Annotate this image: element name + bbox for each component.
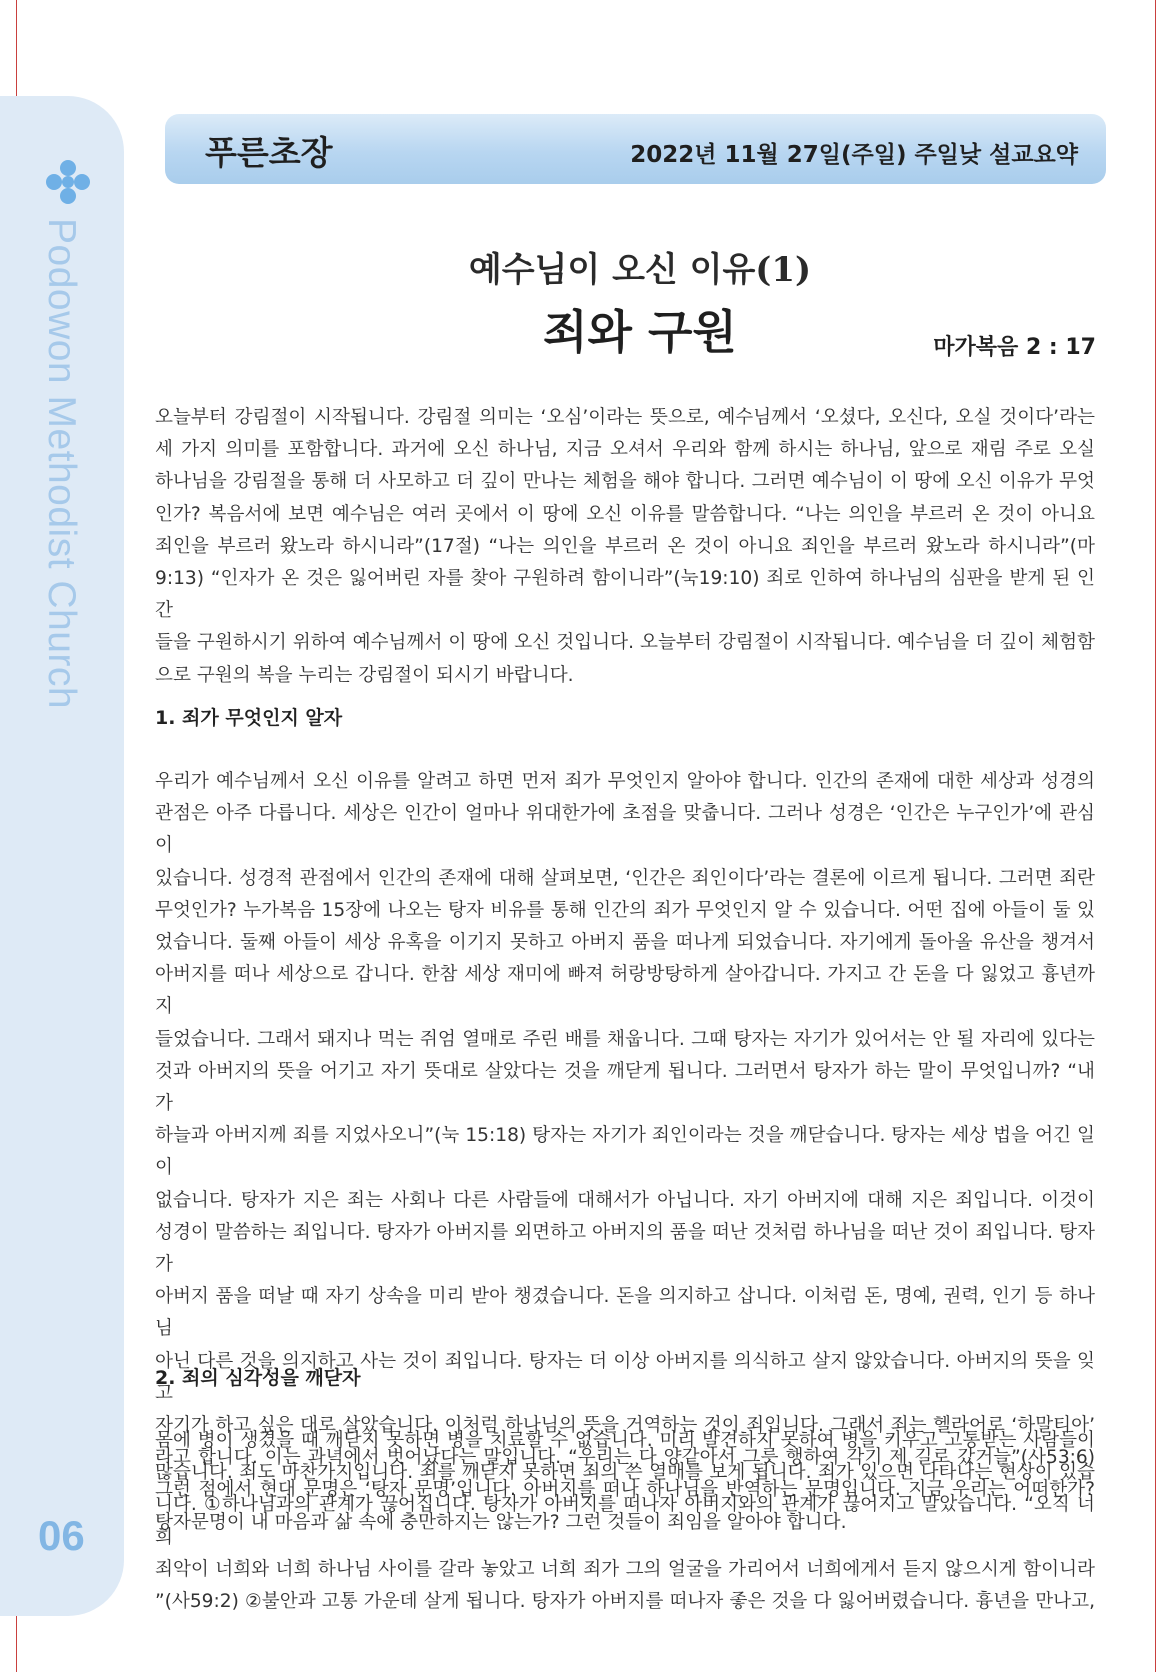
text-line: 무엇인가? 누가복음 15장에 나오는 탕자 비유를 통해 인간의 죄가 무엇인지 알 수 있습니다. 어떤 집에 아들이 둘 있 (155, 899, 1095, 921)
text-line: 하늘과 아버지께 죄를 지었사오니”(눅 15:18) 탕자는 자기가 죄인이라는 것을 깨닫습니다. 탕자는 세상 법을 어긴 일이 (155, 1125, 1095, 1179)
section-heading-1-wrap (155, 703, 1095, 730)
church-name-vertical: Podowon Methodist Church (40, 218, 83, 710)
sermon-date: 2022년 11월 27일(주일) 주일낮 설교요약 (630, 142, 1078, 168)
text-line: 니다. ①하나님과의 관계가 끊어집니다. 탕자가 아버지를 떠나자 아버지와의 관계가 끊어지고 말았습니다. “오직 너희 (155, 1494, 1095, 1548)
cross-flower-logo-icon (44, 158, 92, 206)
text-line: 많습니다. 죄도 마찬가지입니다. 죄를 깨닫지 못하면 죄의 쓴 열매를 보게 됩니다. 죄가 있으면 나타나는 현상이 있습 (155, 1462, 1095, 1484)
text-line: 인가? 복음서에 보면 예수님은 여러 곳에서 이 땅에 오신 이유를 말씀합니다. “나는 의인을 부르러 온 것이 아니요 (155, 503, 1095, 525)
text-line: 탕자문명이 내 마음과 삶 속에 충만하지는 않는가? 그런 것들이 죄임을 알아야 합니다. (155, 1511, 847, 1533)
text-line: 것과 아버지의 뜻을 어기고 자기 뜻대로 살았다는 것을 깨닫게 됩니다. 그러면서 탕자가 하는 말이 무엇입니까? “내가 (155, 1060, 1095, 1115)
text-line: 성경이 말씀하는 죄입니다. 탕자가 아버지를 외면하고 아버지의 품을 떠난 것처럼 하나님을 떠난 것이 죄입니다. 탕자가 (155, 1221, 1095, 1276)
section2-paragraph (155, 1425, 1095, 1618)
text-line: 었습니다. 둘째 아들이 세상 유혹을 이기지 못하고 아버지 품을 떠나게 되었습니다. 자기에게 돌아올 유산을 챙겨서 (155, 932, 1095, 954)
text-line: 없습니다. 탕자가 지은 죄는 사회나 다른 사람들에 대해서가 아닙니다. 자기 아버지에 대해 지은 죄입니다. 이것이 (155, 1189, 1095, 1211)
sermon-title: 예수님이 오신 이유(1) (468, 250, 812, 290)
text-line: 들었습니다. 그래서 돼지나 먹는 쥐엄 열매로 주린 배를 채웁니다. 그때 탕자는 자기가 있어서는 안 될 자리에 있다는 (155, 1028, 1095, 1050)
text-line: 세 가지 의미를 포함합니다. 과거에 오신 하나님, 지금 오셔서 우리와 함께 하시는 하나님, 앞으로 재림 주로 오실 (155, 439, 1095, 461)
text-line: 아버지 품을 떠날 때 자기 상속을 미리 받아 챙겼습니다. 돈을 의지하고 삽니다. 이처럼 돈, 명예, 권력, 인기 등 하나님 (155, 1286, 1095, 1340)
text-line: 9:13) “인자가 온 것은 잃어버린 자를 찾아 구원하려 함이니라”(눅19:10) 죄로 인하여 하나님의 심판을 받게 된 인간 (155, 568, 1095, 622)
section-heading-1: 1. 죄가 무엇인지 알자 (155, 707, 343, 729)
text-line: 죄인을 부르러 왔노라 하시니라”(17절) “나는 의인을 부르러 온 것이 아니요 죄인을 부르러 왔노라 하시니라”(마 (155, 535, 1095, 557)
text-line: 몸에 병이 생겼을 때 깨닫지 못하면 병을 치료할 수 없습니다. 미리 발견하지 못하여 병을 키우고 고통받는 사람들이 (155, 1430, 1095, 1451)
page-number: 06 (38, 1512, 85, 1559)
text-line: 관점은 아주 다릅니다. 세상은 인간이 얼마나 위대한가에 초점을 맞춥니다. 그러나 성경은 ‘인간은 누구인가’에 관심이 (155, 803, 1095, 857)
text-line: 오늘부터 강림절이 시작됩니다. 강림절 의미는 ‘오심’이라는 뜻으로, 예수님께서 ‘오셨다, 오신다, 오실 것이다’라는 (155, 407, 1095, 428)
section-heading-2-wrap (155, 1363, 1095, 1390)
section1-paragraph (155, 766, 1095, 1539)
section-heading-2: 2. 죄의 심각성을 깨닫자 (155, 1367, 361, 1389)
text-line: 자기가 하고 싶은 대로 살았습니다. 이처럼 하나님의 뜻을 거역하는 것이 죄입니다. 그래서 죄는 헬라어로 ‘하말티아’ (155, 1415, 1095, 1437)
text-line: 아버지를 떠나 세상으로 갑니다. 한참 세상 재미에 빠져 허랑방탕하게 살아갑니다. 가지고 간 돈을 다 잃었고 흉년까지 (155, 964, 1095, 1018)
scripture-reference: 마가복음 2 : 17 (933, 335, 1096, 360)
text-line: 으로 구원의 복을 누리는 강림절이 되시기 바랍니다. (155, 664, 574, 686)
text-line: 그런 점에서 현대 문명은 ‘탕자 문명’입니다. 아버지를 떠나 하나님을 반역하는 문명입니다. 지금 우리는 어떠한가? (155, 1479, 1095, 1501)
sermon-subtitle: 죄와 구원 (543, 305, 737, 359)
text-line: 들을 구원하시기 위하여 예수님께서 이 땅에 오신 것입니다. 오늘부터 강림절이 시작됩니다. 예수님을 더 깊이 체험함 (155, 632, 1095, 654)
text-line: 죄악이 너희와 너희 하나님 사이를 갈라 놓았고 너희 죄가 그의 얼굴을 가리어서 너희에게서 듣지 않으시게 함이니라 (155, 1558, 1095, 1580)
intro-paragraph (155, 402, 1095, 692)
text-line: ”(사59:2) ②불안과 고통 가운데 살게 됩니다. 탕자가 아버지를 떠나자 좋은 것을 다 잃어버렸습니다. 흉년을 만나고, (155, 1591, 1095, 1613)
text-line: 라고 합니다. 이는 과녁에서 벗어났다는 말입니다. “우리는 다 양같아서 그릇 행하여 각기 제 길로 갔거늘”(사53:6) (155, 1447, 1095, 1469)
text-line: 아닌 다른 것을 의지하고 사는 것이 죄입니다. 탕자는 더 이상 아버지를 의식하고 살지 않았습니다. 아버지의 뜻을 잊고 (155, 1350, 1095, 1404)
text-line: 있습니다. 성경적 관점에서 인간의 존재에 대해 살펴보면, ‘인간은 죄인이다’라는 결론에 이르게 됩니다. 그러면 죄란 (155, 867, 1095, 889)
header-bar (165, 114, 1106, 184)
text-line: 우리가 예수님께서 오신 이유를 알려고 하면 먼저 죄가 무엇인지 알아야 합니다. 인간의 존재에 대한 세상과 성경의 (155, 771, 1095, 792)
section-name: 푸른초장 (205, 133, 333, 172)
text-line: 하나님을 강림절을 통해 더 사모하고 더 깊이 만나는 체험을 해야 합니다. 그러면 예수님이 이 땅에 오신 이유가 무엇 (155, 471, 1095, 493)
